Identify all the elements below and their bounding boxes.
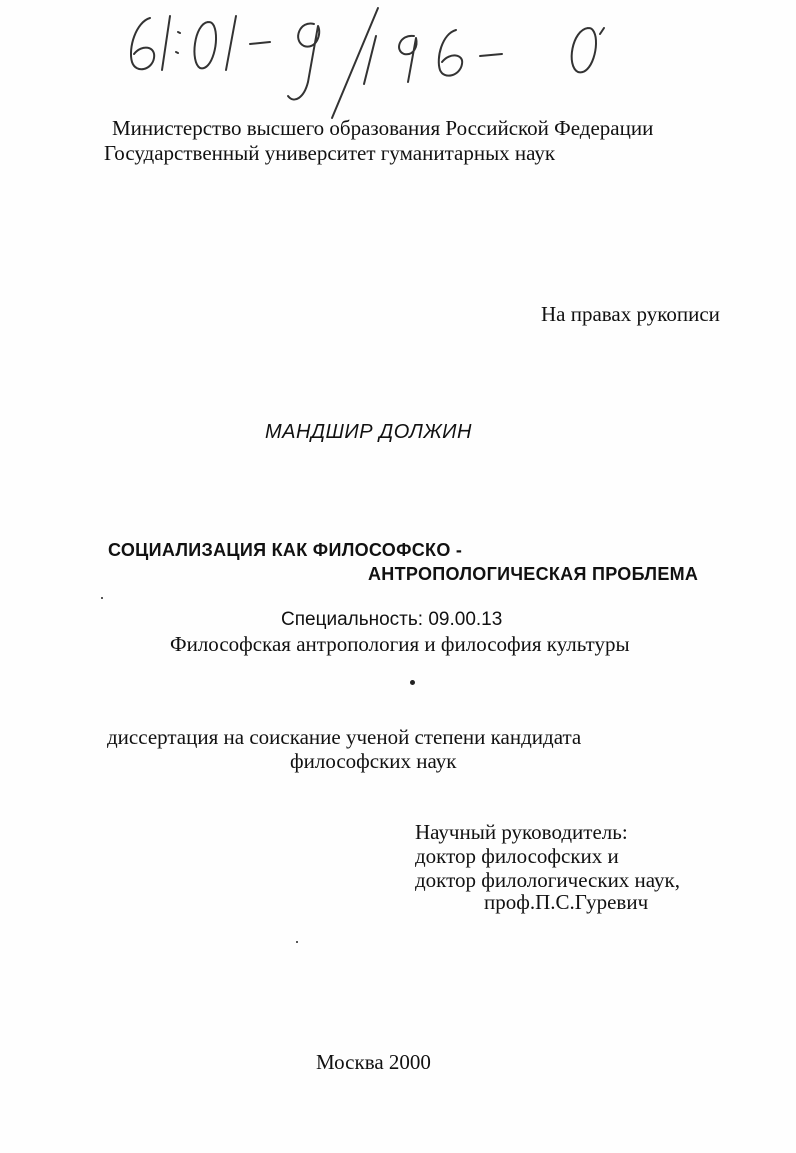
specialty-name: Философская антропология и философия культуры [170, 632, 630, 656]
dissertation-purpose-line-1: диссертация на соискание ученой степени кандидата [107, 725, 582, 749]
specialty-code: Специальность: 09.00.13 [281, 609, 503, 630]
thesis-title-line-2: АНТРОПОЛОГИЧЕСКАЯ ПРОБЛЕМА [368, 564, 699, 584]
supervisor-degree-1: доктор философских и [415, 844, 619, 868]
ink-speck [296, 941, 298, 943]
ministry-name: Министерство высшего образования Российской Федерации [112, 116, 654, 140]
dissertation-purpose-line-2: философских наук [290, 749, 457, 773]
author-name: МАНДШИР ДОЛЖИН [265, 421, 472, 443]
thesis-title-line-1: СОЦИАЛИЗАЦИЯ КАК ФИЛОСОФСКО - [108, 540, 463, 560]
ink-speck [410, 680, 415, 685]
ink-speck [101, 597, 103, 599]
university-name: Государственный университет гуманитарных наук [104, 141, 556, 165]
supervisor-name: проф.П.С.Гуревич [484, 890, 649, 914]
supervisor-degree-2: доктор филологических наук, [415, 868, 681, 892]
handwritten-archive-number [118, 0, 618, 125]
supervisor-label: Научный руководитель: [415, 820, 628, 844]
manuscript-rights-note: На правах рукописи [541, 302, 720, 326]
city-and-year: Москва 2000 [316, 1050, 431, 1074]
